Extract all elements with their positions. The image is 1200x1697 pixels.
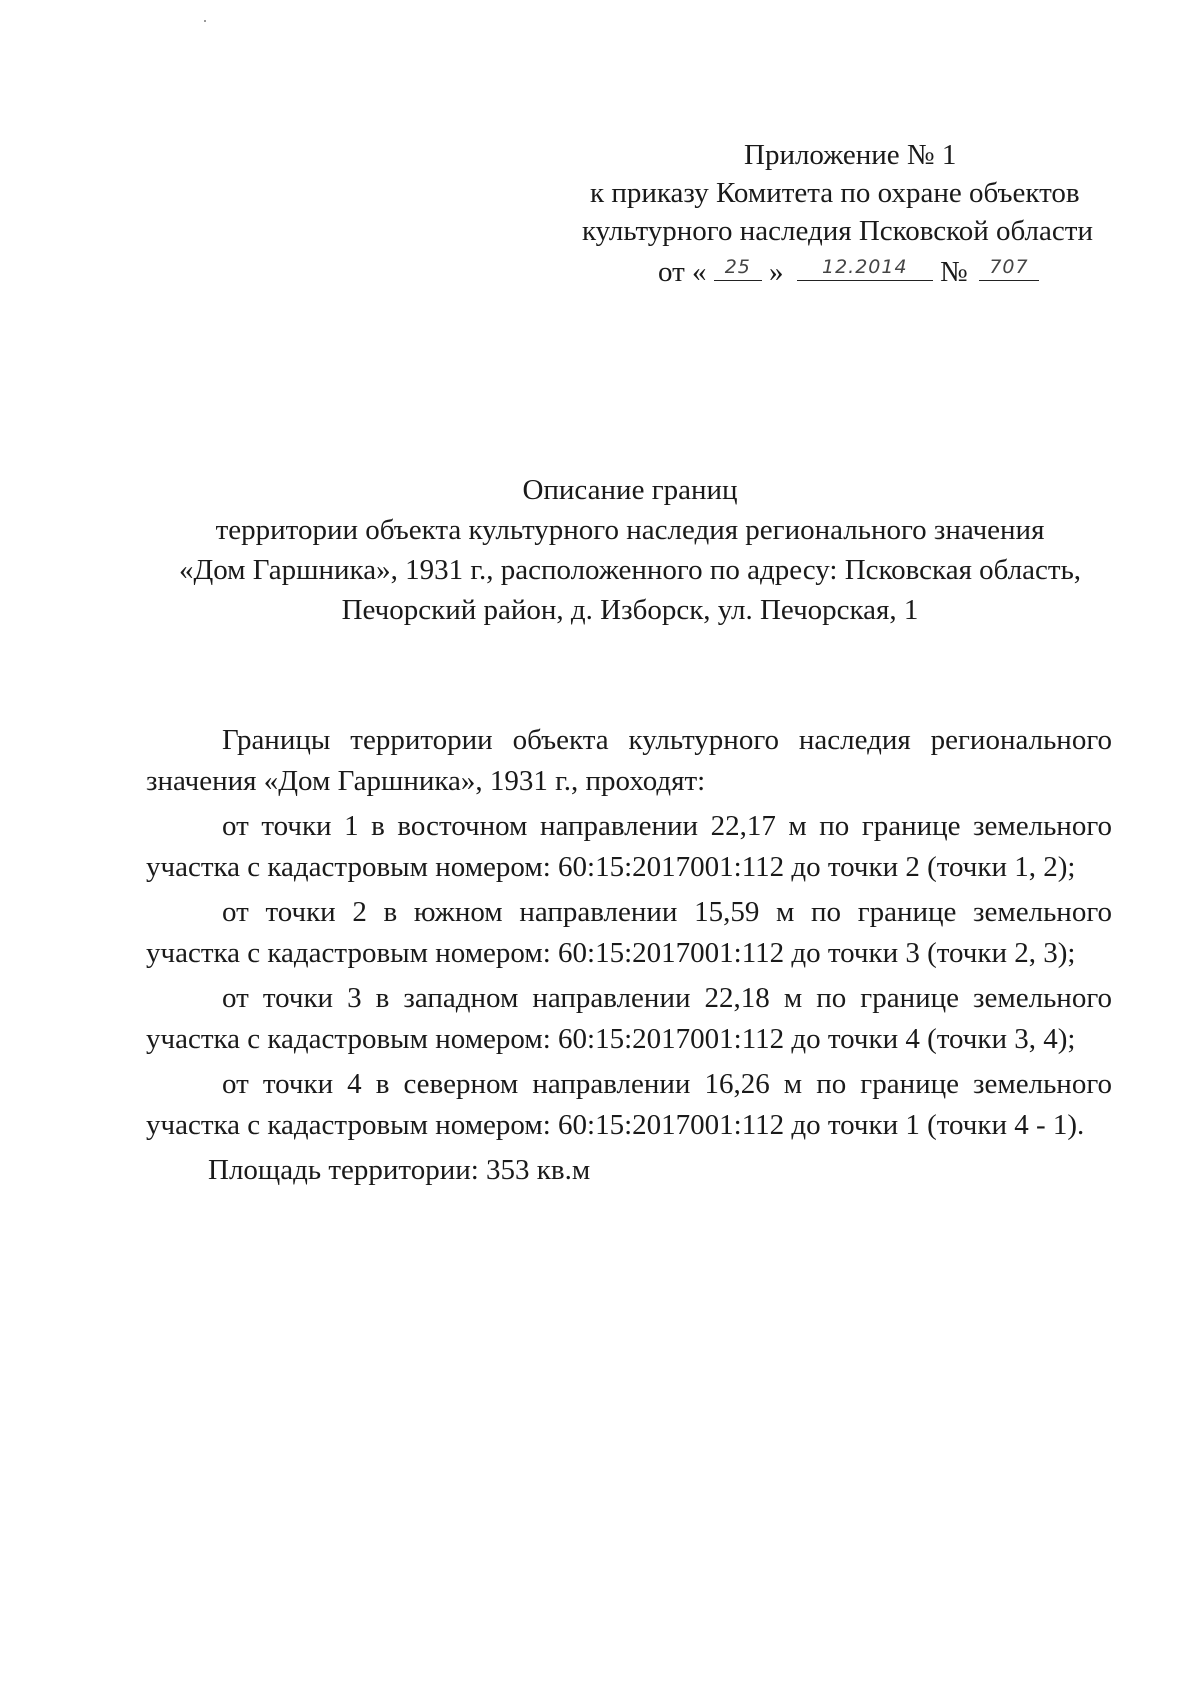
date-blank <box>797 250 933 281</box>
day-handwritten: 25 <box>724 256 751 278</box>
title-line-1: Описание границ <box>522 474 738 506</box>
number-handwritten: 707 <box>989 256 1029 278</box>
title-line-3: «Дом Гаршника», 1931 г., расположенного по адресу: Псковская область, <box>178 554 1082 586</box>
appendix-committee: культурного наследия Псковской области <box>582 215 1093 247</box>
boundary-segment-3: от точки 3 в западном направлении 22,18 м по границе земельного участка с кадастровым номером: 60:15:2017001:112 до точки 4 (точки 3, 4); <box>146 982 1112 1055</box>
intro-paragraph: Границы территории объекта культурного наследия регионального значения «Дом Гаршника», 1931 г., проходят: <box>146 724 1112 797</box>
title-line-4: Печорский район, д. Изборск, ул. Печорская, 1 <box>341 594 919 626</box>
day-blank <box>714 250 762 281</box>
title-line-2: территории объекта культурного наследия регионального значения <box>215 514 1045 546</box>
number-blank <box>979 250 1039 281</box>
document-title <box>150 470 1110 630</box>
date-prefix: от « <box>658 256 707 288</box>
date-handwritten: 12.2014 <box>822 256 908 278</box>
boundary-segment-2: от точки 2 в южном направлении 15,59 м по границе земельного участка с кадастровым номером: 60:15:2017001:112 до точки 3 (точки 2, 3); <box>146 896 1112 969</box>
number-sign: № <box>940 256 968 288</box>
boundary-segment-4: от точки 4 в северном направлении 16,26 м по границе земельного участка с кадастровым номером: 60:15:2017001:112 до точки 1 (точки 4 - 1). <box>146 1068 1112 1141</box>
scan-speck <box>204 20 206 22</box>
document-body <box>146 720 1112 1191</box>
appendix-header <box>560 136 1120 292</box>
day-close-quote: » <box>769 256 784 288</box>
appendix-date-line <box>560 250 1120 292</box>
area-statement: Площадь территории: 353 кв.м <box>208 1154 591 1186</box>
appendix-title: Приложение № 1 <box>744 139 957 171</box>
appendix-order-ref: к приказу Комитета по охране объектов <box>590 177 1080 209</box>
boundary-segment-1: от точки 1 в восточном направлении 22,17 м по границе земельного участка с кадастровым номером: 60:15:2017001:112 до точки 2 (точки 1, 2); <box>146 810 1112 883</box>
